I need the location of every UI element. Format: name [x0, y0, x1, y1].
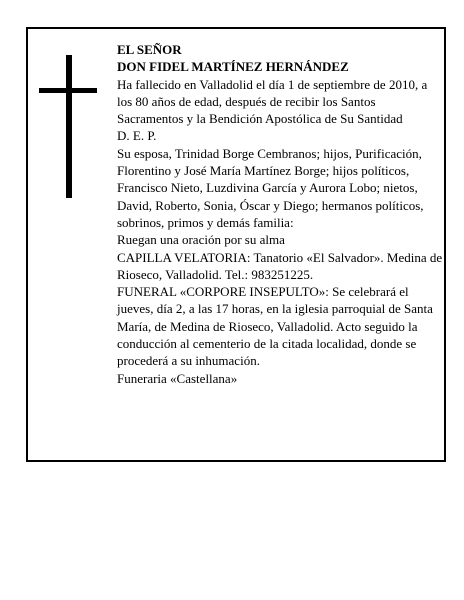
funeral-info: FUNERAL «CORPORE INSEPULTO»: Se celebrará el jueves, día 2, a las 17 horas, en la iglesia parroquial de Santa María, de Medina de Rioseco, Valladolid. Acto seguido la conducción al cementerio de la citada localidad, donde se procederá a su inhumación.: [117, 284, 433, 369]
obituary-notice: [26, 27, 446, 462]
deceased-name: DON FIDEL MARTÍNEZ HERNÁNDEZ: [117, 59, 349, 75]
cross-icon: [66, 55, 72, 198]
obituary-text: [117, 41, 443, 387]
wake-info: CAPILLA VELATORIA: Tanatorio «El Salvador». Medina de Rioseco, Valladolid. Tel.: 983251225.: [117, 249, 443, 282]
rip-text: D. E. P.: [117, 128, 157, 144]
cross-icon-bar: [39, 88, 97, 93]
family-list: Su esposa, Trinidad Borge Cembranos; hijos, Purificación, Florentino y José María Martínez Borge; hijos políticos, Francisco Nieto, Luzdivina García y Aurora Lobo; nietos, David, Roberto, Sonia, Óscar y Diego; hermanos políticos, sobrinos, primos y demás familia:: [117, 145, 424, 230]
death-announcement: Ha fallecido en Valladolid el día 1 de septiembre de 2010, a los 80 años de edad, después de recibir los Santos Sacramentos y la Bendición Apostólica de Su Santidad: [117, 76, 428, 127]
prayer-request: Ruegan una oración por su alma: [117, 232, 285, 248]
funeral-home: Funeraria «Castellana»: [117, 370, 238, 386]
deceased-title: EL SEÑOR: [117, 42, 182, 57]
